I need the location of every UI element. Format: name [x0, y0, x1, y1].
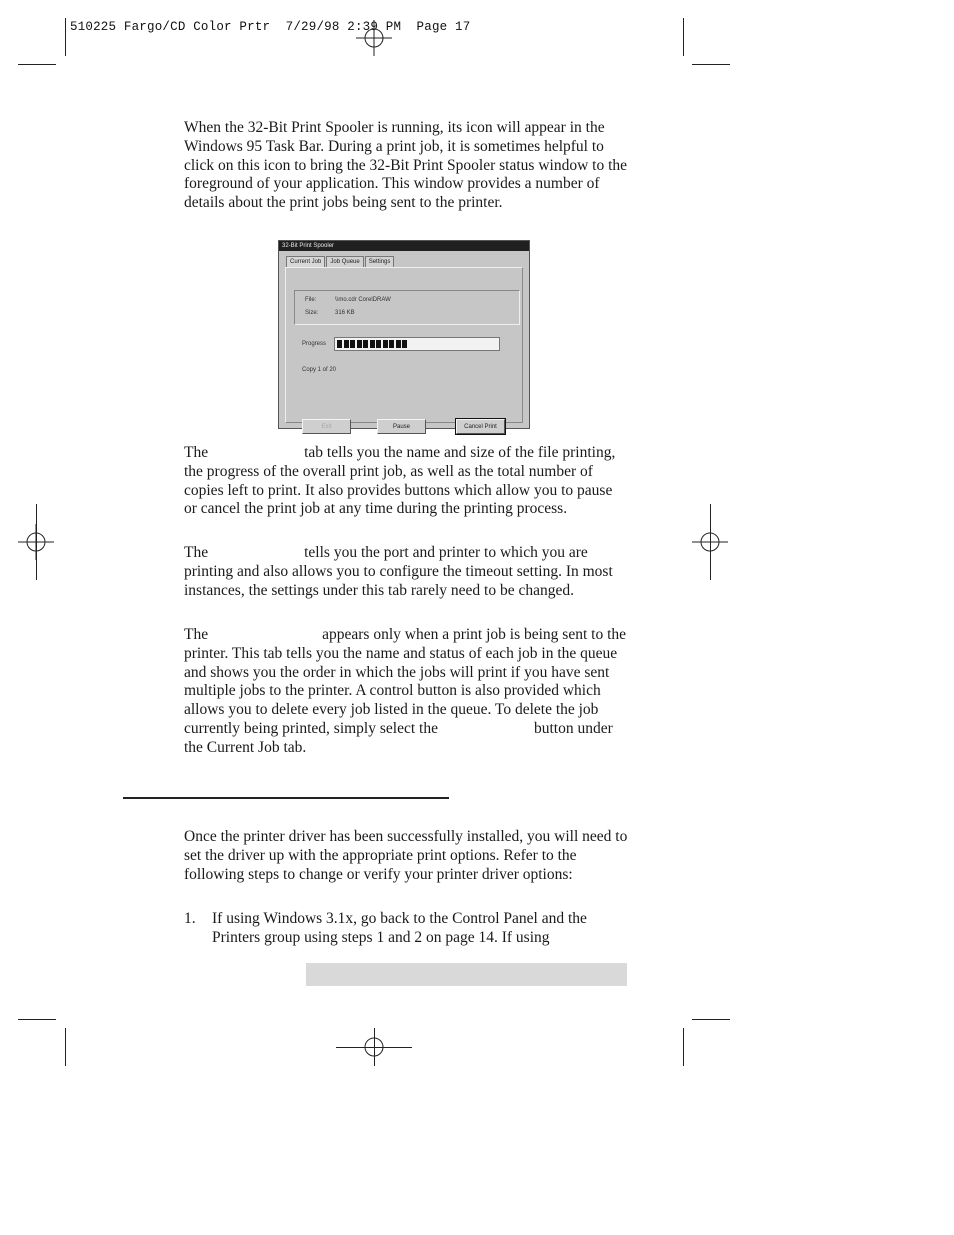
- progress-block: [383, 340, 388, 348]
- crop-mark: [18, 1019, 56, 1020]
- progress-bar: [334, 337, 500, 351]
- print-slug: 510225 Fargo/CD Color Prtr 7/29/98 2:39 PM Page 17: [70, 20, 471, 34]
- crop-mark: [692, 64, 730, 65]
- print-spooler-dialog: [278, 240, 530, 429]
- paragraph-body: appears only when a print job is being sent to the printer. This tab tells you the name and status of each job in the queue and shows you the order in which the jobs will print if you have sent multiple jobs to the printer. A control button is also provided which allows you to delete every job listed in the queue. To delete the job currently being printed, simply select the: [184, 626, 627, 737]
- exit-button[interactable]: Exit: [302, 419, 351, 434]
- dialog-title: 32-Bit Print Spooler: [279, 241, 529, 251]
- list-number: 1.: [184, 910, 196, 927]
- paragraph-lead: The: [184, 544, 209, 561]
- tab-job-queue[interactable]: Job Queue: [326, 256, 363, 268]
- settings-paragraph: [184, 544, 629, 600]
- progress-fill: [337, 340, 407, 348]
- progress-block: [344, 340, 349, 348]
- footer-bar: [306, 963, 627, 986]
- crop-mark: [374, 1028, 375, 1066]
- paragraph-body: tells you the port and printer to which you are printing and also allows you to configure the timeout setting. In most instances, the settings under this tab rarely need to be changed.: [184, 544, 613, 599]
- crop-mark: [65, 1028, 66, 1066]
- crop-mark: [710, 504, 711, 580]
- file-label: File:: [305, 297, 317, 303]
- section-divider: [123, 797, 449, 799]
- paragraph-lead: The: [184, 626, 209, 643]
- current-job-panel: [285, 267, 523, 430]
- progress-block: [402, 340, 407, 348]
- current-job-paragraph: [184, 444, 629, 519]
- cancel-print-button[interactable]: Cancel Print: [456, 419, 505, 434]
- copy-count: Copy 1 of 20: [302, 367, 337, 373]
- progress-label: Progress: [302, 341, 327, 347]
- progress-block: [363, 340, 368, 348]
- size-value: 316 KB: [335, 310, 355, 316]
- crop-mark: [36, 504, 37, 580]
- paragraph-body-end: button under the Current Job tab.: [184, 719, 613, 756]
- progress-block: [337, 340, 342, 348]
- progress-block: [396, 340, 401, 348]
- progress-block: [370, 340, 375, 348]
- progress-block: [350, 340, 355, 348]
- driver-setup-paragraph: Once the printer driver has been successfully installed, you will need to set the driver up with the appropriate print options. Refer to the following steps to change or verify your printer driver options:: [184, 828, 628, 883]
- crop-mark: [683, 1028, 684, 1066]
- crop-mark: [683, 18, 684, 56]
- file-value: \\mo.cdr CorelDRAW: [335, 297, 391, 303]
- paragraph-lead: The: [184, 444, 209, 461]
- progress-block: [389, 340, 394, 348]
- crop-mark: [692, 1019, 730, 1020]
- progress-block: [376, 340, 381, 348]
- size-label: Size:: [305, 310, 319, 316]
- progress-block: [357, 340, 362, 348]
- crop-mark: [18, 64, 56, 65]
- file-info-group: [294, 290, 520, 325]
- list-item: If using Windows 3.1x, go back to the Control Panel and the Printers group using steps 1 and 2 on page 14. If using: [212, 910, 587, 946]
- crop-mark: [65, 18, 66, 56]
- tab-current-job[interactable]: Current Job: [286, 256, 325, 268]
- intro-paragraph: When the 32-Bit Print Spooler is running, its icon will appear in the Windows 95 Task Bar. During a print job, it is sometimes helpful to click on this icon to bring the 32-Bit Print Spooler status window to the foreground of your application. This window provides a number of details about the print jobs being sent to the printer.: [184, 119, 628, 212]
- pause-button[interactable]: Pause: [377, 419, 426, 434]
- paragraph-body: tab tells you the name and size of the file printing, the progress of the overall print job, as well as the total number of copies left to print. It also provides buttons which allow you to pause or cancel the print job at any time during the printing process.: [184, 444, 616, 518]
- job-queue-paragraph: [184, 626, 629, 758]
- tab-settings[interactable]: Settings: [365, 256, 395, 268]
